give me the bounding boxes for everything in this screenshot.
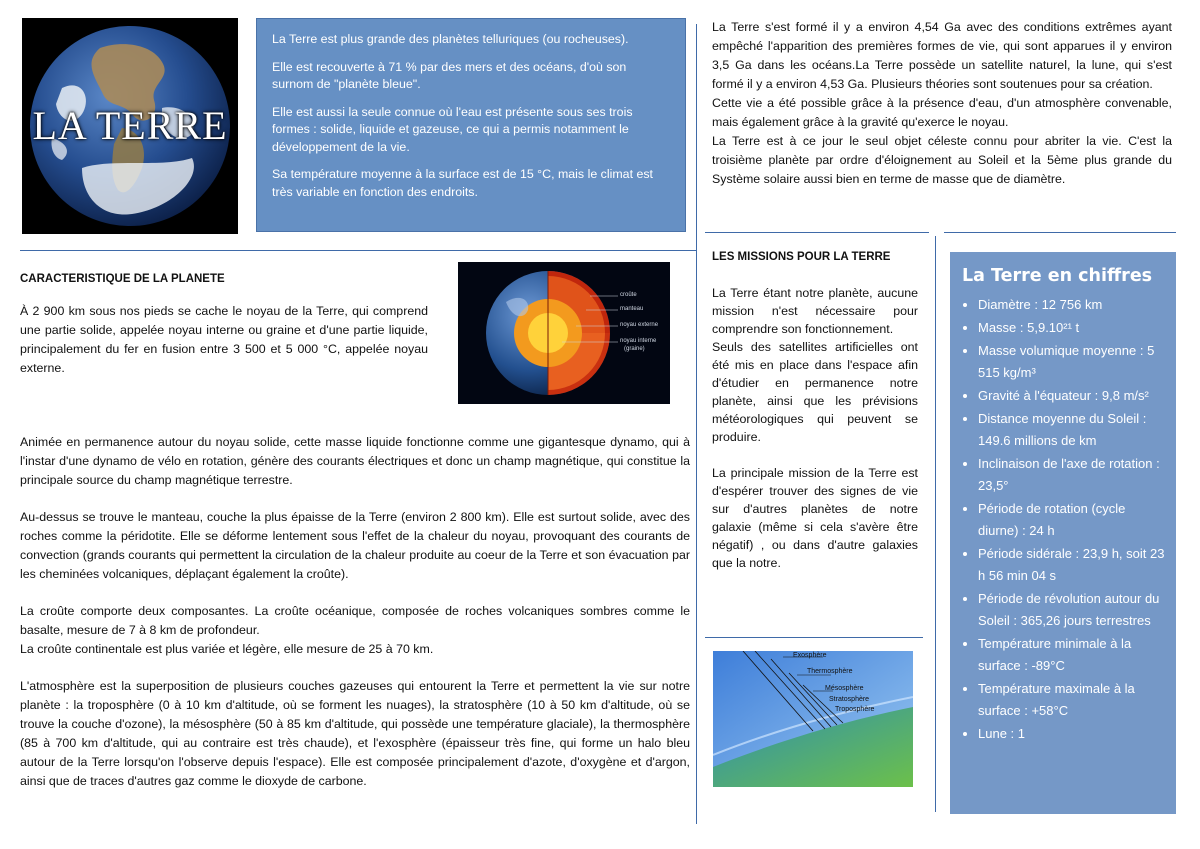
figures-item: • Gravité à l'équateur : 9,8 m/s² [978, 385, 1166, 407]
figures-item: • Inclinaison de l'axe de rotation : 23,5° [978, 453, 1166, 497]
atmo-label-troposphere: Troposphère [835, 706, 875, 713]
core-label-outer-core: noyau externe [620, 322, 659, 328]
figures-item: • Période sidérale : 23,9 h, soit 23 h 56 min 04 s [978, 543, 1166, 587]
history-paragraph: Cette vie a été possible grâce à la présence d'eau, d'un atmosphère convenable, mais également grâce à la gravité qu'exerce le noyau. [712, 96, 1172, 129]
mantle-paragraph: Au-dessus se trouve le manteau, couche la plus épaisse de la Terre (environ 2 800 km). Elle est surtout solide, avec des roches comme la péridotite. Elle se déforme lentement sous l'effet de la chaleur du noyau, provoquant des courants de convection (grands courants qui permettent la circulation de la chaleur produite au coeur de la Terre et son évacuation par les cheminées volcaniques, déplaçant également la croûte). [20, 510, 690, 581]
intro-box [256, 18, 686, 232]
characteristics-title: CARACTERISTIQUE DE LA PLANETE [20, 273, 225, 285]
history-section [712, 18, 1172, 189]
earth-core-image [458, 262, 670, 404]
earth-title: LA TERRE [32, 103, 228, 148]
figures-item: • Masse : 5,9.10²¹ t [978, 317, 1166, 339]
center-separator-line [696, 24, 697, 824]
core-paragraph: À 2 900 km sous nos pieds se cache le noyau de la Terre, qui comprend une partie solide, appelée noyau interne ou graine et d'une partie liquide, principalement du fer en fusion entre 3 500 et 5 000 °C, appelée noyau externe. [20, 304, 428, 375]
history-paragraph: La Terre s'est formé il y a environ 4,54 Ga avec des conditions extrêmes ayant empêché l'apparition des premières formes de vie, qui sont apparues il y environ 3,5 Ga dans les océans.La Terre possède un satellite naturel, la lune, qui s'est formé il y a environ 4,53 Ga. Plusieurs théories sont soutenues pour sa création. [712, 20, 1172, 91]
atmo-label-mesosphere: Mésosphère [825, 685, 864, 692]
right-separator-line [935, 236, 936, 812]
figures-list [962, 294, 1166, 745]
intro-paragraph: Elle est recouverte à 71 % par des mers et des océans, d'où son surnom de "planète bleue". [272, 59, 627, 91]
core-label-seed: (graine) [624, 346, 645, 352]
figures-item: • Distance moyenne du Soleil : 149.6 millions de km [978, 408, 1166, 452]
atmo-label-thermosphere: Thermosphère [807, 668, 853, 675]
atmosphere-image [713, 651, 913, 787]
figures-title: La Terre en chiffres [962, 266, 1153, 286]
atmosphere-paragraph: L'atmosphère est la superposition de plusieurs couches gazeuses qui entourent la Terre et permettent la vie sur notre planète : la troposphère (0 à 10 km d'altitude, où se forment les nuages), la stratosphère (10 à 50 km d'altitude, où se trouve la couche d'ozone), la mésosphère (50 à 85 km d'altitude, qui possède une température glaciale), la thermosphère (85 à 700 km d'altitude, qui au contraire est très chaude), et l'exosphère (épaisseur très fine, qui forme un halo bleu autour de la Terre lorsqu'on l'observe depuis l'espace). Elle est composée principalement d'azote, d'oxygène et d'argon, ainsi que de traces d'autres gaz comme le dioxyde de carbone. [20, 679, 690, 788]
missions-top-line [705, 232, 929, 233]
figures-box [950, 252, 1176, 814]
figures-top-line [944, 232, 1176, 233]
figures-item: • Période de révolution autour du Soleil : 365,26 jours terrestres [978, 588, 1166, 632]
intro-paragraph: Elle est aussi la seule connue où l'eau est présente sous ses trois formes : solide, liquide et gazeuse, ce qui a permis notamment le développement de la vie. [272, 104, 633, 154]
core-label-crust: croûte [620, 292, 637, 298]
intro-paragraph: La Terre est plus grande des planètes telluriques (ou rocheuses). [272, 32, 629, 46]
earth-core-diagram [458, 262, 670, 404]
figures-item: • Température maximale à la surface : +58°C [978, 678, 1166, 722]
left-separator-line [20, 250, 696, 251]
crust-paragraph: La croûte comporte deux composantes. La croûte océanique, composée de roches volcaniques sombres comme le basalte, mesure de 7 à 8 km de profondeur. [20, 604, 690, 637]
intro-paragraph: Sa température moyenne à la surface est de 15 °C, mais le climat est très variable en fonction des endroits. [272, 167, 653, 199]
history-paragraph: La Terre est à ce jour le seul objet céleste connu pour abriter la vie. C'est la troisième planète par ordre d'éloignement au Soleil et la 5ème plus grande du Système solaire aussi bien en terme de masse que de diamètre. [712, 134, 1172, 186]
atmo-label-exosphere: Exosphère [793, 652, 827, 659]
figures-item: • Diamètre : 12 756 km [978, 294, 1166, 316]
figures-item: • Période de rotation (cycle diurne) : 24 h [978, 498, 1166, 542]
atmo-label-stratosphere: Stratosphère [829, 696, 870, 703]
missions-title: LES MISSIONS POUR LA TERRE [712, 251, 891, 263]
figures-item: • Masse volumique moyenne : 5 515 kg/m³ [978, 340, 1166, 384]
missions-paragraph: La principale mission de la Terre est d'espérer trouver des signes de vie sur d'autres planètes de notre galaxie (même si cela s'avère être négatif) , ou dans d'autre galaxies que la notre. [712, 466, 918, 570]
figures-item: • Lune : 1 [978, 723, 1166, 745]
core-label-inner-core: noyau interne [620, 338, 657, 344]
missions-section [712, 248, 918, 572]
earth-photo [22, 18, 238, 234]
crust-paragraph: La croûte continentale est plus variée et légère, elle mesure de 25 à 70 km. [20, 642, 434, 656]
missions-paragraph: Seuls des satellites artificielles ont été mis en place dans l'espace afin d'étudier en permanence notre planète, ainsi que les prévisions météorologiques qui peuvent se produire. [712, 340, 918, 444]
core-label-mantle: manteau [620, 306, 644, 312]
atmo-top-line [705, 637, 923, 638]
figures-item: • Température minimale à la surface : -89°C [978, 633, 1166, 677]
dynamo-paragraph: Animée en permanence autour du noyau solide, cette masse liquide fonctionne comme une gigantesque dynamo, qui à l'instar d'une dynamo de vélo en rotation, génère des courants électriques et donc un champ magnétique, qui constitue la principale source du champ magnétique terrestre. [20, 435, 690, 487]
missions-paragraph: La Terre étant notre planète, aucune mission n'est nécessaire pour comprendre son fonctionnement. [712, 286, 918, 336]
